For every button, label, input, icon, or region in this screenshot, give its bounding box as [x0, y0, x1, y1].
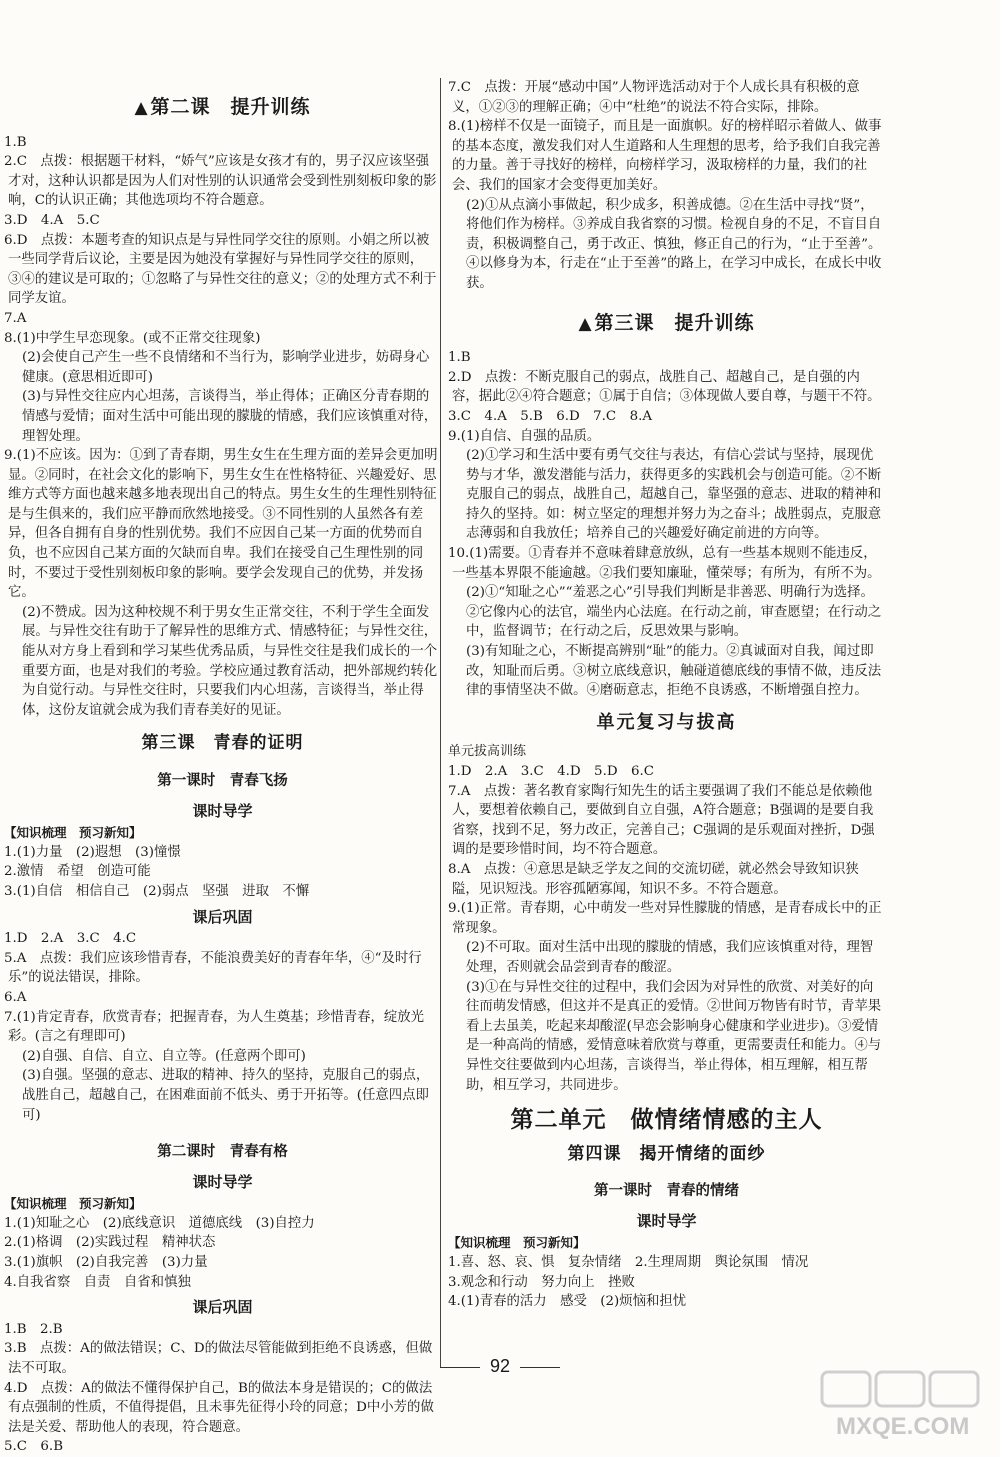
- answer-item: 5.C 6.B: [4, 1439, 64, 1455]
- answer-item: 7.C 点拨：开展“感动中国”人物评选活动对于个人成长具有积极的意义，①②③的理解正确；④中“杜绝”的说法不符合实际，排除。: [448, 80, 860, 115]
- triangle-icon: ▲: [578, 313, 593, 334]
- lesson-heading: 第三课 青春的证明: [141, 733, 304, 754]
- answer-item: 10.(1)需要。①青春并不意味着肆意放纵，总有一些基本规则不能违反，一些基本界限不能逾越。②我们要知廉耻，懂荣辱；有所为，有所不为。: [448, 546, 881, 581]
- answer-item: 7.A: [4, 310, 27, 326]
- answer-item: 1.D 2.A 3.C 4.D 5.D 6.C: [448, 764, 654, 779]
- answer-item: 3.(1)旗帜 (2)自我完善 (3)力量: [4, 1255, 208, 1271]
- watermark-svg: [818, 1370, 998, 1440]
- watermark-logo: [818, 1370, 998, 1440]
- answer-item: 2.C 点拨：根据题干材料，“娇气”应该是女孩才有的，男子汉应该坚强才对，这种认识都是因为人们对性别的认识通常会受到性别刻板印象的影响，C的认识正确；其他选项均不符合题意。: [4, 154, 437, 209]
- answer-item: 9.(1)自信、自强的品质。: [448, 428, 601, 444]
- answer-item: 1.喜、怒、哀、惧 复杂情绪 2.生理周期 舆论氛围 情况: [448, 1255, 809, 1271]
- period-heading: 第一课时 青春飞扬: [157, 773, 288, 789]
- watermark-site-text: MXQE.COM: [836, 1413, 970, 1440]
- answer-item: 1.B 2.B: [4, 1321, 63, 1337]
- answer-item: 8.(1)榜样不仅是一面镜子，而且是一面旗帜。好的榜样昭示着做人、做事的基本态度，激发我们对人生道路和人生理想的思考，给予我们自我完善的力量。善于寻找好的榜样，向榜样学习，汲取榜样的力量，我们的社会、我们的国家才会变得更加美好。: [448, 119, 882, 193]
- answer-item: 7.(1)肯定青春，欣赏青春；把握青春，为人生奠基；珍惜青春，绽放光彩。(言之有理即可): [4, 1009, 425, 1045]
- answer-item: 1.B: [448, 350, 471, 366]
- subsection-heading: 课后巩固: [192, 1298, 253, 1317]
- left-column: [4, 78, 441, 1457]
- answer-item: 3.观念和行动 努力向上 挫败: [448, 1274, 635, 1290]
- answer-item: 4.(1)青春的活力 感受 (2)烦恼和担忧: [448, 1294, 687, 1310]
- answer-item: 2.(1)格调 (2)实践过程 精神状态: [4, 1235, 216, 1251]
- page-number-dash-right: [520, 1367, 560, 1368]
- page-number-text: 92: [489, 1356, 511, 1376]
- unit-heading: 第二单元 做情绪情感的主人: [510, 1107, 823, 1134]
- lesson-heading: 第四课 揭开情绪的面纱: [567, 1143, 766, 1164]
- page-number-dash-left: [440, 1367, 480, 1368]
- answer-subitem: (3)①在与异性交往的过程中，我们会因为对异性的欣赏、对美好的向往而萌发情感，但这并不是真正的爱情。②世间万物皆有时节，青苹果看上去虽美，吃起来却酸涩(早恋会影响身心健康和学业进步)。③爱情是一种高尚的情感，爱情意味着欣赏与尊重，更需要责任和能力。④与异性交往要做到内心坦荡，言谈得当，举止得体，相互理解，相互帮助，相互学习，共同进步。: [466, 979, 882, 1093]
- answer-item: 6.D 点拨：本题考查的知识点是与异性同学交往的原则。小娟之所以被一些同学背后议论，主要是因为她没有掌握好与异性同学交往的原则，③④的建议是可取的；①忽略了与异性交往的意义；②的处理方式不利于同学友谊。: [4, 232, 437, 307]
- review-heading: 单元复习与拔高: [596, 711, 737, 733]
- training-label: 单元拔高训练: [448, 744, 527, 760]
- answer-subitem: (2)会使自己产生一些不良情绪和不当行为，影响学业进步，妨碍身心健康。(意思相近即可): [22, 350, 430, 385]
- answer-subitem: (3)有知耻之心，不断提高辨别“耻”的能力。②真诚面对自我，闻过即改，知耻而后勇。③树立底线意识，触碰道德底线的事情不做，违反法律的事情坚决不做。④磨砺意志，拒绝不良诱惑，不断增强自控力。: [466, 644, 882, 699]
- subsection-heading: 课后巩固: [192, 907, 253, 926]
- answer-subitem: (2)不赞成。因为这种校规不利于男女生正常交往，不利于学生全面发展。与异性交往有助于了解异性的思维方式、情感特征；与异性交往，能从对方身上看到和学习某些优秀品质，与异性交往是我们成长的一个重要方面，也是对我们的考验。学校应通过教育活动，把外部规约转化为自觉行动。与异性交往时，只要我们内心坦荡，言谈得当，举止得体，这份友谊就会成为我们青春美好的见证。: [22, 604, 438, 718]
- answer-subitem: (3)与异性交往应内心坦荡，言谈得当，举止得体；正确区分青春期的情感与爱情；面对生活中可能出现的朦胧的情感，我们应该慎重对待，理智处理。: [22, 389, 438, 444]
- answer-item: 3.C 4.A 5.B 6.D 7.C 8.A: [448, 408, 653, 424]
- answer-subitem: (2)①“知耻之心”“羞恶之心”引导我们判断是非善恶、明确行为选择。②它像内心的法官，端坐内心法庭。在行动之前，审查愿望；在行动之中，监督调节；在行动之后，反思效果与影响。: [466, 585, 882, 640]
- knowledge-label: 【知识梳理 预习新知】: [448, 1235, 586, 1251]
- triangle-icon: ▲: [134, 98, 149, 118]
- answer-item: 2.D 点拨：不断克服自己的弱点，战胜自己、超越自己，是自强的内容，据此②④符合题意；①属于自信；③体现做人要自尊，与题干不符。: [448, 369, 881, 405]
- answer-item: 3.(1)自信 相信自己 (2)弱点 坚强 进取 不懈: [4, 883, 310, 899]
- right-column: [448, 78, 885, 1312]
- answer-item: 4.D 点拨：A的做法不懂得保护自己，B的做法本身是错误的；C的做法有点强制的性质，不值得提倡，且未事先征得小玲的同意；D中小芳的做法是关爱、帮助他人的表现，符合题意。: [4, 1380, 434, 1435]
- knowledge-label: 【知识梳理 预习新知】: [4, 825, 142, 841]
- answer-item: 9.(1)正常。青春期，心中萌发一些对异性朦胧的情感，是青春成长中的正常现象。: [448, 901, 882, 936]
- answer-subitem: (2)自强、自信、自立、自立等。(任意两个即可): [22, 1048, 306, 1064]
- watermark-box-3: [930, 1372, 978, 1406]
- answer-item: 2.激情 希望 创造可能: [4, 864, 151, 880]
- section-heading-text: 第二课 提升训练: [150, 96, 311, 118]
- answer-subitem: (2)不可取。面对生活中出现的朦胧的情感，我们应该慎重对待，理智处理，否则就会品尝到青春的酸涩。: [466, 940, 874, 975]
- section-heading-text: 第三课 提升训练: [594, 311, 755, 334]
- answer-item: 8.A 点拨：④意思是缺乏学友之间的交流切磋，就必然会导致知识狭隘，见识短浅。形容孤陋寡闻，知识不多。不符合题意。: [448, 861, 859, 897]
- section-heading: [4, 98, 441, 119]
- answer-item: 1.(1)知耻之心 (2)底线意识 道德底线 (3)自控力: [4, 1215, 315, 1231]
- answer-item: 1.B: [4, 134, 27, 150]
- subsection-heading: 课时导学: [636, 1211, 697, 1230]
- answer-item: 5.A 点拨：我们应该珍惜青春，不能浪费美好的青春年华，④“及时行乐”的说法错误，排除。: [4, 950, 422, 986]
- answer-item: 7.A 点拨：著名教育家陶行知先生的话主要强调了我们不能总是依赖他人，要想着依赖自己，要做到自立自强，A符合题意；B强调的是要自我省察，找到不足，努力改正，完善自己；C强调的是乐观面对挫折，D强调的是要珍惜时间，均不符合题意。: [448, 783, 875, 858]
- watermark-box-1: [822, 1372, 870, 1406]
- answer-subitem: (3)自强。坚强的意志、进取的精神、持久的坚持，克服自己的弱点，战胜自己，超越自己，在困难面前不低头、勇于开拓等。(任意四点即可): [22, 1068, 430, 1123]
- answer-item: 3.B 点拨：A的做法错误；C、D的做法尽管能做到拒绝不良诱惑，但做法不可取。: [4, 1341, 433, 1377]
- period-heading: 第一课时 青春的情绪: [594, 1183, 739, 1200]
- period-heading: 第二课时 青春有格: [157, 1144, 288, 1161]
- section-heading: [448, 311, 885, 335]
- answer-item: 1.D 2.A 3.C 4.C: [4, 931, 137, 947]
- answer-item: 6.A: [4, 989, 27, 1005]
- answer-item: 1.(1)力量 (2)遐想 (3)憧憬: [4, 844, 181, 860]
- answer-subitem: (2)①学习和生活中要有勇气交往与表达，有信心尝试与坚持，展现优势与才华，激发潜能与活力，获得更多的实践机会与创造可能。②不断克服自己的弱点，战胜自己，超越自己，靠坚强的意志、进取的精神和持久的坚持。如：树立坚定的理想并努力为之奋斗；战胜弱点，克服意志薄弱和自我放任；培养自己的兴趣爱好确定前进的方向等。: [466, 448, 882, 542]
- watermark-box-2: [876, 1372, 924, 1406]
- answer-item: 8.(1)中学生早恋现象。(或不正常交往现象): [4, 330, 261, 346]
- subsection-heading: 课时导学: [192, 1172, 253, 1191]
- knowledge-label: 【知识梳理 预习新知】: [4, 1196, 142, 1212]
- answer-item: 9.(1)不应该。因为：①到了青春期，男生女生在生理方面的差异会更加明显。②同时，在社会文化的影响下，男生女生在性格特征、兴趣爱好、思维方式等方面也越来越多地表现出自己的特点。男生女生的生理性别特征是与生俱来的，我们应平静而欣然地接受。③不同性别的人虽然各有差异，但各自拥有自身的性别优势。我们不应因自己某一方面的优势而自负，也不应因自己某方面的欠缺而自卑。我们在接受自己生理性别的同时，不要过于受性别刻板印象的影响。要学会发现自己的优势，并发扬它。: [4, 448, 438, 601]
- answer-subitem: (2)①从点滴小事做起，积少成多，积善成德。②在生活中寻找“贤”，将他们作为榜样。③养成自我省察的习惯。检视自身的不足，不盲目自责，积极调整自己，勇于改正、慎独，修正自己的行为，“止于至善”。④以修身为本，行走在“止于至善”的路上，在学习中成长，在成长中收获。: [466, 197, 882, 291]
- answer-item: 4.自我省察 自责 自省和慎独: [4, 1274, 191, 1290]
- answer-item: 3.D 4.A 5.C: [4, 212, 100, 228]
- column-divider: [440, 78, 441, 1368]
- subsection-heading: 课时导学: [192, 801, 253, 820]
